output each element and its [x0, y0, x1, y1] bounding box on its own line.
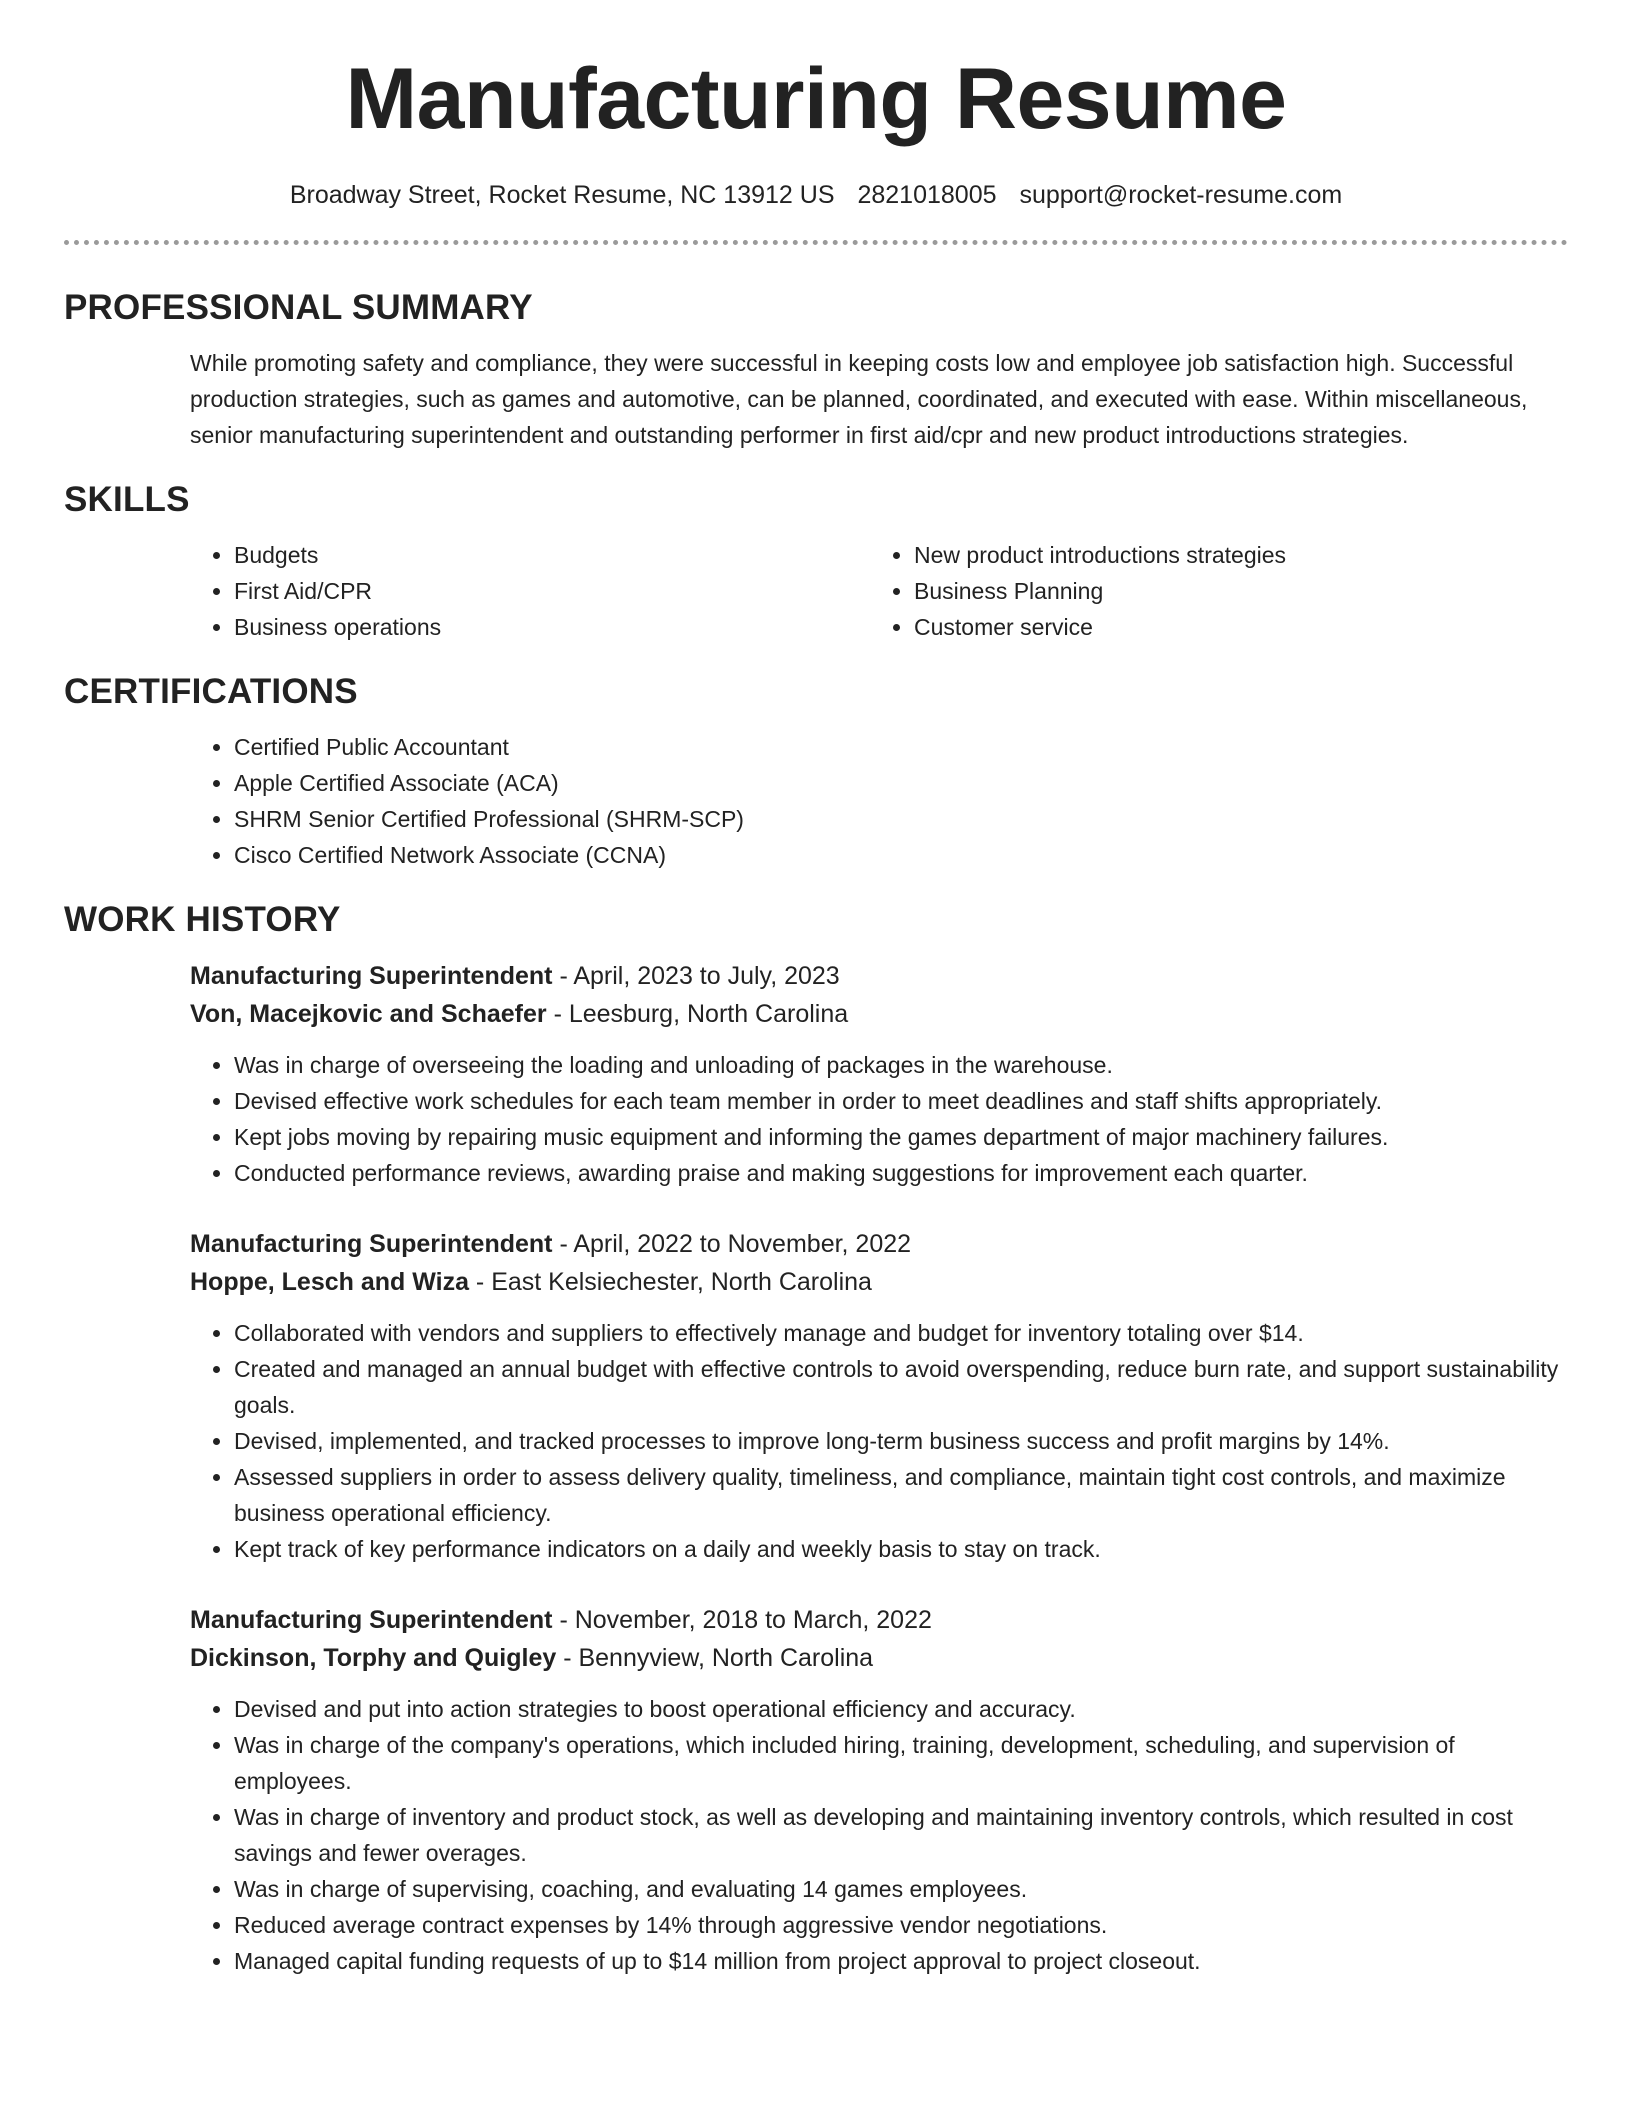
job-role-line: [190, 1601, 1568, 1639]
resume-header: [64, 0, 1568, 245]
section-skills: [64, 479, 1568, 645]
certification-item: • Cisco Certified Network Associate (CCNA): [234, 837, 1568, 873]
resume-title: Manufacturing Resume: [345, 51, 1287, 147]
job-bullets: [190, 1691, 1568, 1979]
job-location: - East Kelsiechester, North Carolina: [468, 1268, 872, 1296]
job-bullet: • Devised effective work schedules for each team member in order to meet deadlines and staff shifts appropriately.: [234, 1083, 1568, 1119]
skill-item: • New product introductions strategies: [914, 537, 1568, 573]
contact-email: support@rocket-resume.com: [1019, 181, 1343, 209]
certifications-list: [190, 729, 1568, 873]
job-bullet: • Assessed suppliers in order to assess delivery quality, timeliness, and compliance, maintain tight cost controls, and maximize business operational efficiency.: [234, 1459, 1568, 1531]
skill-item: • Business Planning: [914, 573, 1568, 609]
skill-item: • Budgets: [234, 537, 870, 573]
job-entry: [190, 1601, 1568, 1979]
job-role: Manufacturing Superintendent: [190, 962, 553, 990]
job-dates: - April, 2023 to July, 2023: [552, 962, 840, 990]
skills-grid: [190, 537, 1568, 645]
job-location: - Leesburg, North Carolina: [546, 1000, 849, 1028]
job-bullet: • Kept track of key performance indicators on a daily and weekly basis to stay on track.: [234, 1531, 1568, 1567]
skill-item: • First Aid/CPR: [234, 573, 870, 609]
certification-item: • SHRM Senior Certified Professional (SHRM-SCP): [234, 801, 1568, 837]
section-professional-summary: [64, 287, 1568, 453]
work-history-body: [190, 957, 1568, 1979]
skill-item: • Customer service: [914, 609, 1568, 645]
job-company-line: [190, 1263, 1568, 1301]
job-dates: - November, 2018 to March, 2022: [552, 1606, 932, 1634]
job-company: Von, Macejkovic and Schaefer: [190, 1000, 547, 1028]
skill-item: • Business operations: [234, 609, 870, 645]
header-divider: [64, 240, 1568, 245]
job-bullet: • Reduced average contract expenses by 14% through aggressive vendor negotiations.: [234, 1907, 1568, 1943]
job-bullet: • Kept jobs moving by repairing music equipment and informing the games department of major machinery failures.: [234, 1119, 1568, 1155]
section-title-skills: SKILLS: [64, 480, 190, 519]
job-bullet: • Managed capital funding requests of up to $14 million from project approval to project closeout.: [234, 1943, 1568, 1979]
section-title-summary: PROFESSIONAL SUMMARY: [64, 288, 533, 327]
job-role: Manufacturing Superintendent: [190, 1230, 553, 1258]
job-entry: [190, 1225, 1568, 1567]
job-bullet: • Created and managed an annual budget with effective controls to avoid overspending, reduce burn rate, and support sustainability goals.: [234, 1351, 1568, 1423]
certification-item: • Certified Public Accountant: [234, 729, 1568, 765]
job-bullet: • Was in charge of overseeing the loading and unloading of packages in the warehouse.: [234, 1047, 1568, 1083]
job-role: Manufacturing Superintendent: [190, 1606, 553, 1634]
contact-phone: 2821018005: [857, 181, 997, 209]
contact-line: [64, 180, 1568, 210]
job-role-line: [190, 1225, 1568, 1263]
job-bullets: [190, 1315, 1568, 1567]
contact-address: Broadway Street, Rocket Resume, NC 13912 US: [289, 181, 835, 209]
job-bullet: • Devised, implemented, and tracked processes to improve long-term business success and profit margins by 14%.: [234, 1423, 1568, 1459]
job-location: - Bennyview, North Carolina: [556, 1644, 874, 1672]
job-bullet: • Collaborated with vendors and suppliers to effectively manage and budget for inventory totaling over $14.: [234, 1315, 1568, 1351]
section-title-certifications: CERTIFICATIONS: [64, 672, 358, 711]
job-company-line: [190, 1639, 1568, 1677]
job-company: Dickinson, Torphy and Quigley: [190, 1644, 557, 1672]
job-company: Hoppe, Lesch and Wiza: [190, 1268, 469, 1296]
section-certifications: [64, 671, 1568, 873]
certification-item: • Apple Certified Associate (ACA): [234, 765, 1568, 801]
job-bullet: • Was in charge of inventory and product stock, as well as developing and maintaining inventory controls, which resulted in cost savings and fewer overages.: [234, 1799, 1568, 1871]
job-bullet: • Was in charge of supervising, coaching, and evaluating 14 games employees.: [234, 1871, 1568, 1907]
section-title-work-history: WORK HISTORY: [64, 900, 341, 939]
section-work-history: [64, 899, 1568, 1979]
job-entry: [190, 957, 1568, 1191]
job-bullet: • Devised and put into action strategies to boost operational efficiency and accuracy.: [234, 1691, 1568, 1727]
job-bullet: • Was in charge of the company's operations, which included hiring, training, development, scheduling, and supervision of employees.: [234, 1727, 1568, 1799]
certifications-body: [190, 729, 1568, 873]
skills-list-right: [870, 537, 1568, 645]
job-role-line: [190, 957, 1568, 995]
skills-list-left: [190, 537, 870, 645]
summary-text: While promoting safety and compliance, they were successful in keeping costs low and employee job satisfaction high. Successful production strategies, such as games and automotive, can be planned, coordinated, and executed with ease. Within miscellaneous, senior manufacturing superintendent and outstanding performer in first aid/cpr and new product introductions strategies.: [190, 350, 1528, 448]
job-bullet: • Conducted performance reviews, awarding praise and making suggestions for improvement each quarter.: [234, 1155, 1568, 1191]
summary-body: [190, 345, 1568, 453]
job-dates: - April, 2022 to November, 2022: [552, 1230, 912, 1258]
job-company-line: [190, 995, 1568, 1033]
job-bullets: [190, 1047, 1568, 1191]
